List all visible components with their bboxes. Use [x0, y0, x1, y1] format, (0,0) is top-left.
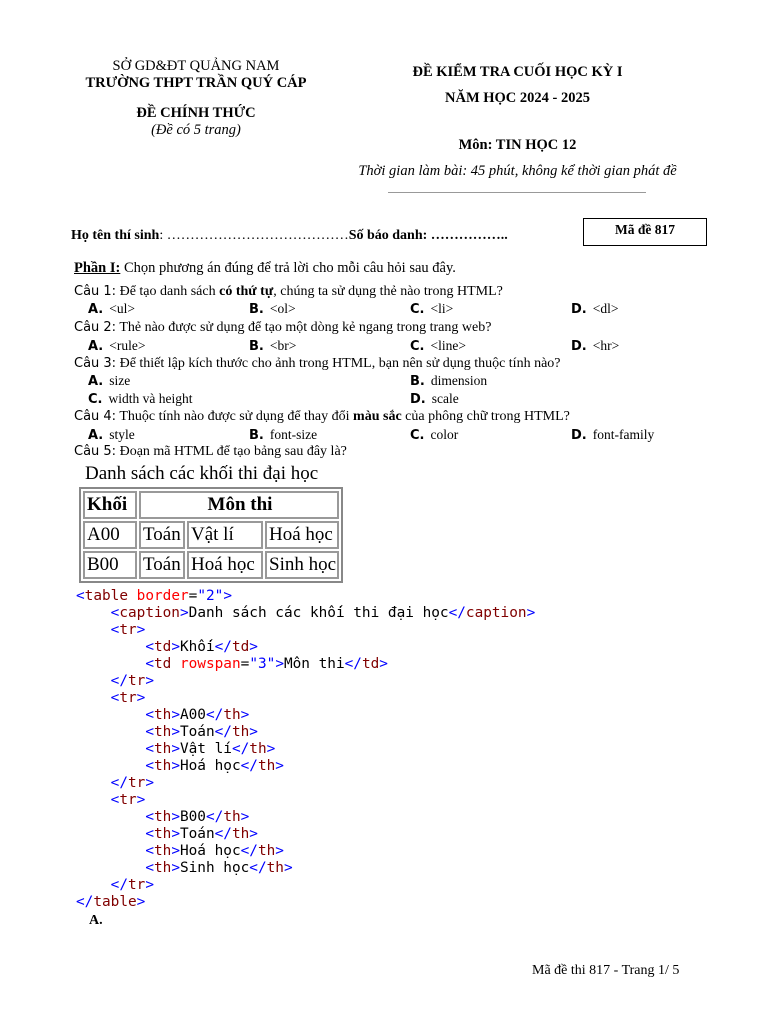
header-divider: [388, 192, 646, 193]
option-letter: D.: [571, 302, 587, 317]
part1-instruction: Chọn phương án đúng để trả lời cho mỗi câu hỏi sau đây.: [120, 260, 456, 276]
option-text: style: [109, 427, 135, 442]
time-note: Thời gian làm bài: 45 phút, không kể thời gian phát đề: [358, 163, 677, 179]
official-label: ĐỀ CHÍNH THỨC: [136, 105, 256, 121]
q2-option-b[interactable]: [249, 338, 296, 354]
question-label: Câu 5:: [74, 444, 117, 459]
rendered-cell: Sinh học: [265, 551, 339, 579]
question-label: Câu 3:: [74, 356, 117, 371]
rendered-cell: A00: [83, 521, 137, 549]
question-5: [74, 444, 347, 460]
option-letter: A.: [88, 428, 104, 443]
school-year: NĂM HỌC 2024 - 2025: [445, 90, 590, 106]
rendered-table-caption: Danh sách các khối thi đại học: [85, 463, 319, 484]
student-info: [71, 228, 508, 244]
option-text: <dl>: [592, 301, 619, 316]
option-letter: D.: [571, 339, 587, 354]
option-letter: D.: [571, 428, 587, 443]
question-text: Để tạo danh sách: [116, 284, 220, 299]
option-letter: C.: [410, 339, 425, 354]
rendered-head-monthi: Môn thi: [139, 491, 339, 519]
option-text: <ol>: [269, 301, 296, 316]
question-3: [74, 356, 561, 372]
q3-option-d[interactable]: [410, 391, 459, 407]
question-text: Đoạn mã HTML để tạo bảng sau đây là?: [116, 444, 347, 459]
q4-option-d[interactable]: [571, 427, 654, 443]
code-line: <th>A00</th>: [145, 707, 250, 723]
code-line: <tr>: [110, 690, 146, 706]
code-line: <th>Toán</th>: [145, 724, 258, 740]
code-line: <td>Khối</td>: [145, 639, 258, 655]
question-label: Câu 1:: [74, 284, 117, 299]
option-text: <line>: [430, 338, 466, 353]
question-label: Câu 2:: [74, 320, 117, 335]
option-text: font-size: [269, 427, 318, 442]
question-label: Câu 4:: [74, 409, 117, 424]
q1-option-c[interactable]: [410, 301, 453, 317]
part1-heading: [74, 260, 456, 277]
option-text: dimension: [430, 373, 488, 388]
header-left: [60, 58, 332, 139]
q3-option-c[interactable]: [88, 391, 192, 407]
rendered-cell: B00: [83, 551, 137, 579]
exam-code: Mã đề 817: [615, 222, 675, 237]
q4-option-b[interactable]: [249, 427, 317, 443]
option-letter: B.: [249, 428, 264, 443]
option-letter: D.: [410, 392, 426, 407]
part1-title: Phần I:: [74, 260, 121, 276]
question-emphasis: có thứ tự: [219, 284, 274, 299]
option-text: <hr>: [592, 338, 620, 353]
code-line: </tr>: [110, 877, 154, 893]
option-letter: A.: [88, 302, 104, 317]
q4-option-c[interactable]: [410, 427, 458, 443]
name-label: Họ tên thí sinh: [71, 228, 160, 243]
header-right: [330, 64, 705, 180]
option-text: <rule>: [109, 338, 146, 353]
answer-a-label[interactable]: A.: [89, 913, 103, 928]
question-1: [74, 284, 503, 300]
rendered-cell: Hoá học: [187, 551, 263, 579]
subject: Môn: TIN HỌC 12: [458, 137, 577, 153]
q2-option-c[interactable]: [410, 338, 466, 354]
option-letter: B.: [249, 339, 264, 354]
question-4: [74, 409, 570, 425]
page-footer: Mã đề thi 817 - Trang 1/ 5: [532, 963, 680, 978]
code-line: </tr>: [110, 775, 154, 791]
code-line: <th>Hoá học</th>: [145, 758, 284, 774]
question-text-end: , chúng ta sử dụng thẻ nào trong HTML?: [273, 284, 503, 299]
id-label: Số báo danh: [348, 228, 423, 243]
rendered-cell: Hoá học: [265, 521, 339, 549]
option-letter: C.: [410, 428, 425, 443]
id-field: : ……………..: [422, 228, 508, 243]
question-text: Để thiết lập kích thước cho ảnh trong HTML, bạn nên sử dụng thuộc tính nào?: [116, 356, 561, 371]
q3-option-a[interactable]: [88, 373, 130, 389]
question-text: Thẻ nào được sử dụng để tạo một dòng kẻ ngang trong trang web?: [116, 320, 492, 335]
option-letter: C.: [88, 392, 103, 407]
department-name: SỞ GD&ĐT QUẢNG NAM: [112, 58, 280, 74]
q1-option-d[interactable]: [571, 301, 618, 317]
option-text: size: [109, 373, 131, 388]
option-letter: A.: [88, 339, 104, 354]
option-letter: C.: [410, 302, 425, 317]
question-2: [74, 320, 491, 336]
code-line: <th>Hoá học</th>: [145, 843, 284, 859]
rendered-cell: Toán: [139, 551, 185, 579]
option-text: color: [430, 427, 459, 442]
rendered-head-khoi: Khối: [83, 491, 137, 519]
option-text: <ul>: [109, 301, 135, 316]
question-emphasis: màu sắc: [353, 409, 402, 424]
option-text: width và height: [108, 391, 193, 406]
code-line: <th>Vật lí</th>: [145, 741, 276, 757]
code-line: <tr>: [110, 622, 146, 638]
option-text: scale: [431, 391, 459, 406]
exam-code-box: [583, 218, 707, 246]
option-text: <li>: [430, 301, 454, 316]
exam-title: ĐỀ KIỂM TRA CUỐI HỌC KỲ I: [412, 64, 623, 80]
question-text-end: của phông chữ trong HTML?: [401, 409, 570, 424]
code-line: <th>B00</th>: [145, 809, 250, 825]
q2-option-a[interactable]: [88, 338, 145, 354]
q1-option-a[interactable]: [88, 301, 135, 317]
option-letter: B.: [249, 302, 264, 317]
q2-option-d[interactable]: [571, 338, 619, 354]
rendered-table: [79, 487, 343, 583]
school-name: TRƯỜNG THPT TRẦN QUÝ CÁP: [85, 75, 307, 91]
code-line: <table border="2">: [76, 588, 232, 604]
q1-option-b[interactable]: [249, 301, 296, 317]
code-line: <th>Sinh học</th>: [145, 860, 293, 876]
name-field: : …………………………………: [159, 228, 349, 243]
code-line: </table>: [76, 894, 146, 910]
code-line: <tr>: [110, 792, 146, 808]
option-letter: B.: [410, 374, 425, 389]
code-line: <th>Toán</th>: [145, 826, 258, 842]
rendered-cell: Vật lí: [187, 521, 263, 549]
code-line: </tr>: [110, 673, 154, 689]
option-letter: A.: [88, 374, 104, 389]
pages-note: (Đề có 5 trang): [151, 122, 241, 138]
option-text: font-family: [592, 427, 655, 442]
question-text: Thuộc tính nào được sử dụng để thay đổi: [116, 409, 354, 424]
option-text: <br>: [269, 338, 297, 353]
q4-option-a[interactable]: [88, 427, 135, 443]
code-line: <td rowspan="3">Môn thi</td>: [145, 656, 388, 672]
q3-option-b[interactable]: [410, 373, 487, 389]
rendered-cell: Toán: [139, 521, 185, 549]
code-line: <caption>Danh sách các khối thi đại học</caption>: [110, 605, 536, 621]
